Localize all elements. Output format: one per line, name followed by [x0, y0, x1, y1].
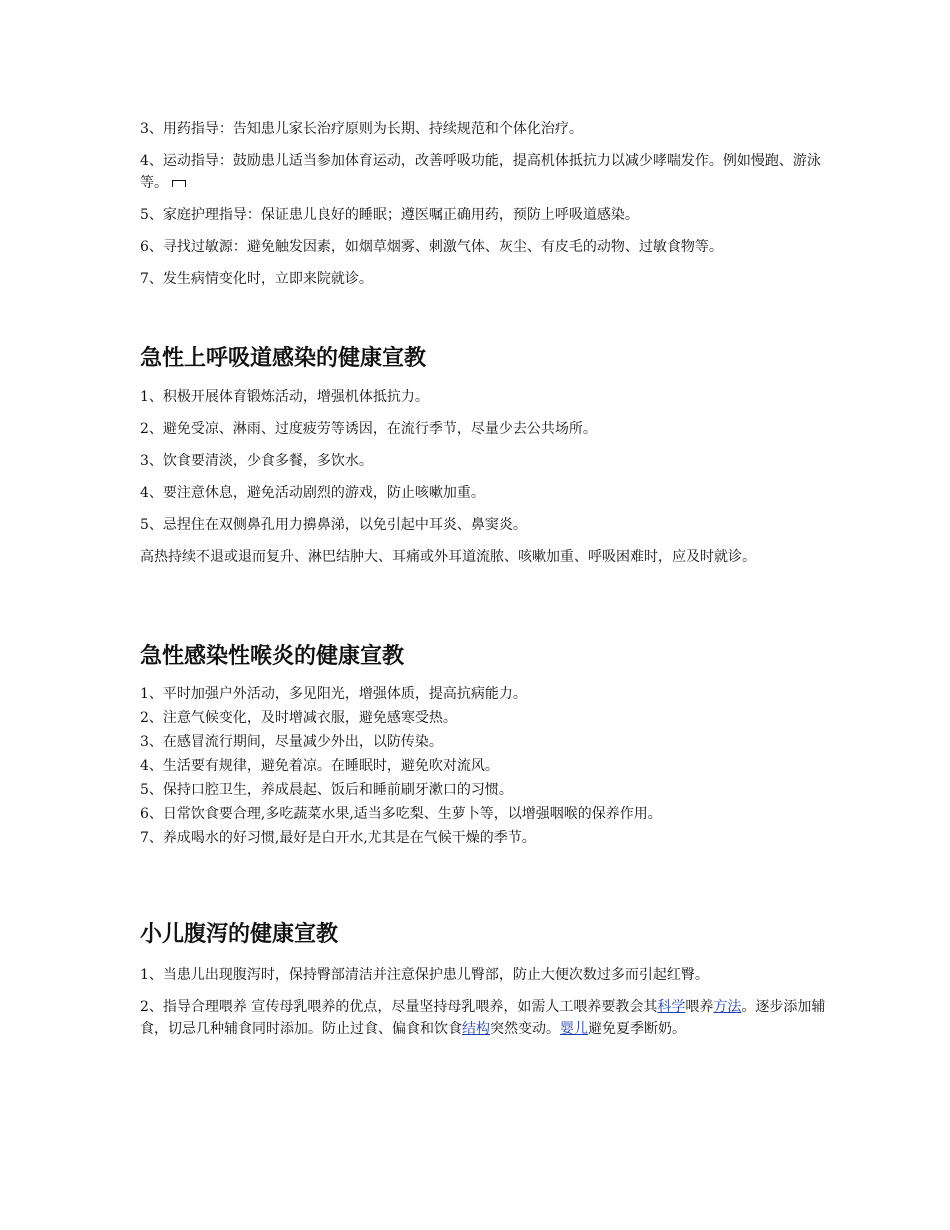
link-structure[interactable]: 结构 [462, 1021, 490, 1037]
list-item: 5、保持口腔卫生，养成晨起、饭后和睡前刷牙漱口的习惯。 [140, 782, 513, 798]
list-item: 1、平时加强户外活动，多见阳光，增强体质，提高抗病能力。 [140, 686, 527, 702]
list-item: 6、日常饮食要合理,多吃蔬菜水果,适当多吃梨、生萝卜等，以增强咽喉的保养作用。 [140, 806, 662, 822]
list-item: 4、生活要有规律，避免着凉。在睡眠时，避免吹对流风。 [140, 758, 499, 774]
document-page [140, 118, 830, 1050]
link-science[interactable]: 科学 [657, 999, 686, 1015]
list-item: 1、当患儿出现腹泻时，保持臀部清洁并注意保护患儿臀部，防止大便次数过多而引起红臀。 [140, 967, 709, 983]
section-title-diarrhea: 小儿腹泻的健康宣教 [140, 922, 339, 947]
asthma-list [140, 118, 830, 290]
list-item: 7、养成喝水的好习惯,最好是白开水,尤其是在气候干燥的季节。 [140, 830, 536, 846]
link-infant[interactable]: 婴儿 [560, 1021, 588, 1037]
laryngitis-list [140, 682, 830, 850]
list-item: 2、注意气候变化，及时增减衣服，避免感寒受热。 [140, 710, 457, 726]
list-item: 3、饮食要清淡，少食多餐，多饮水。 [140, 453, 373, 469]
section-title-laryngitis: 急性感染性喉炎的健康宣教 [140, 644, 405, 669]
list-item: 4、运动指导：鼓励患儿适当参加体育运动，改善呼吸功能，提高机体抵抗力以减少哮喘发作。例如慢跑、游泳等。 [140, 153, 821, 191]
list-item: 6、寻找过敏源：避免触发因素，如烟草烟雾、刺激气体、灰尘、有皮毛的动物、过敏食物等。 [140, 239, 723, 255]
list-item: 3、在感冒流行期间，尽量减少外出，以防传染。 [140, 734, 443, 750]
return-mark-icon [172, 180, 186, 187]
diarrhea-list [140, 964, 830, 1040]
list-item: 2、避免受凉、淋雨、过度疲劳等诱因，在流行季节，尽量少去公共场所。 [140, 421, 597, 437]
section-title-uri: 急性上呼吸道感染的健康宣教 [140, 346, 427, 371]
list-item: 1、积极开展体育锻炼活动，增强机体抵抗力。 [140, 389, 429, 405]
uri-list [140, 386, 830, 568]
list-item: 高热持续不退或退而复升、淋巴结肿大、耳痛或外耳道流脓、咳嗽加重、呼吸困难时，应及时就诊。 [140, 549, 756, 565]
link-method[interactable]: 方法 [713, 999, 742, 1015]
list-item: 7、发生病情变化时，立即来院就诊。 [140, 271, 373, 287]
list-item: 4、要注意休息，避免活动剧烈的游戏，防止咳嗽加重。 [140, 485, 485, 501]
list-item: 3、用药指导：告知患儿家长治疗原则为长期、持续规范和个体化治疗。 [140, 121, 583, 137]
list-item: 5、忌捏住在双侧鼻孔用力擤鼻涕，以免引起中耳炎、鼻窦炎。 [140, 517, 527, 533]
list-item: 2、指导合理喂养 宣传母乳喂养的优点，尽量坚持母乳喂养，如需人工喂养要教会其科学喂养方法。逐步添加辅食，切忌几种辅食同时添加。防止过食、偏食和饮食结构突然变动。婴儿避免夏季断奶。 [140, 999, 826, 1037]
list-item: 5、家庭护理指导：保证患儿良好的睡眠；遵医嘱正确用药，预防上呼吸道感染。 [140, 207, 639, 223]
